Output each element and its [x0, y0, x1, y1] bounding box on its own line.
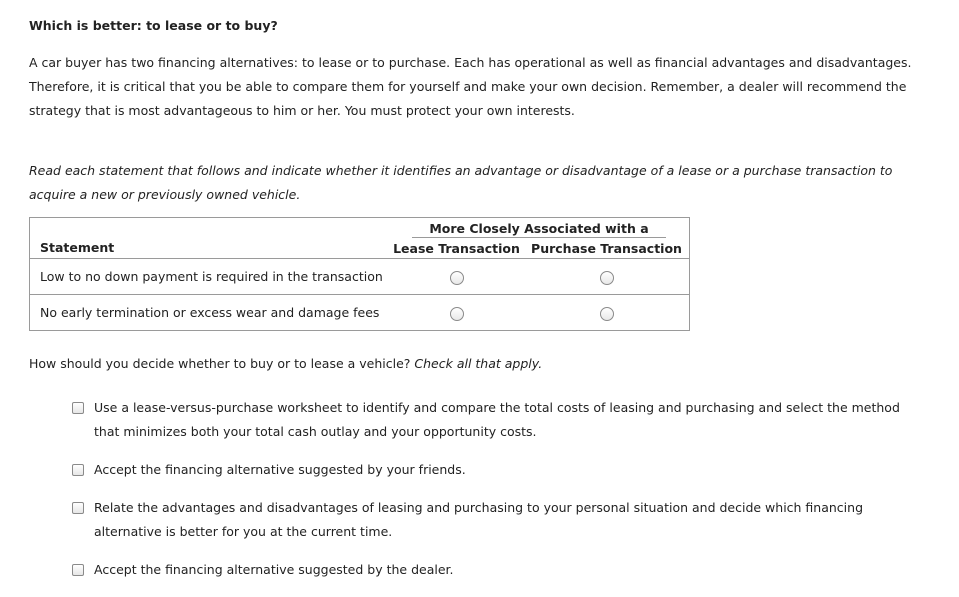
- radio-cell-lease: [389, 259, 524, 295]
- option-item[interactable]: [72, 496, 912, 544]
- option-label: Accept the financing alternative suggested by your friends.: [94, 462, 466, 477]
- instructions-paragraph: Read each statement that follows and indicate whether it identifies an advantage or disadvantage of a lease or a purchase transaction to acquire a new or previously owned vehicle.: [29, 163, 893, 202]
- row-statement: No early termination or excess wear and damage fees: [30, 295, 390, 331]
- column-group-header-label: More Closely Associated with a: [412, 221, 666, 238]
- option-checkbox[interactable]: [72, 564, 84, 576]
- option-item[interactable]: [72, 558, 912, 582]
- row-statement: Low to no down payment is required in the transaction: [30, 259, 390, 295]
- option-checkbox[interactable]: [72, 502, 84, 514]
- checkbox-question: [29, 356, 542, 371]
- radio-lease-row-2[interactable]: [450, 307, 464, 321]
- column-group-header: [389, 218, 690, 239]
- association-table: [29, 217, 690, 331]
- radio-cell-purchase: [524, 295, 690, 331]
- checkbox-options: [72, 396, 912, 582]
- radio-purchase-row-2[interactable]: [600, 307, 614, 321]
- radio-purchase-row-1[interactable]: [600, 271, 614, 285]
- radio-lease-row-1[interactable]: [450, 271, 464, 285]
- radio-cell-lease: [389, 295, 524, 331]
- option-label: Relate the advantages and disadvantages of leasing and purchasing to your personal situation and decide which financing alternative is better for you at the current time.: [94, 500, 864, 539]
- option-label: Use a lease-versus-purchase worksheet to identify and compare the total costs of leasing and purchasing and select the method that minimizes both your total cash outlay and your opportunity costs.: [94, 400, 900, 439]
- column-header-lease: Lease Transaction: [389, 238, 524, 259]
- question-hint: Check all that apply.: [414, 356, 543, 371]
- page-title: Which is better: to lease or to buy?: [29, 18, 278, 33]
- option-checkbox[interactable]: [72, 402, 84, 414]
- column-header-statement: Statement: [40, 240, 115, 255]
- table-row: [30, 259, 690, 295]
- column-header-purchase: Purchase Transaction: [524, 238, 690, 259]
- option-checkbox[interactable]: [72, 464, 84, 476]
- option-item[interactable]: [72, 396, 912, 444]
- question-text: How should you decide whether to buy or to lease a vehicle?: [29, 356, 411, 371]
- intro-paragraph: A car buyer has two financing alternatives: to lease or to purchase. Each has operational as well as financial advantages and disadvantages. Therefore, it is critical that you be able to compare them for yourself and make your own decision. Remember, a dealer will recommend the strategy that is most advantageous to him or her. You must protect your own interests.: [29, 55, 912, 118]
- option-label: Accept the financing alternative suggested by the dealer.: [94, 562, 454, 577]
- table-row: [30, 295, 690, 331]
- option-item[interactable]: [72, 458, 912, 482]
- radio-cell-purchase: [524, 259, 690, 295]
